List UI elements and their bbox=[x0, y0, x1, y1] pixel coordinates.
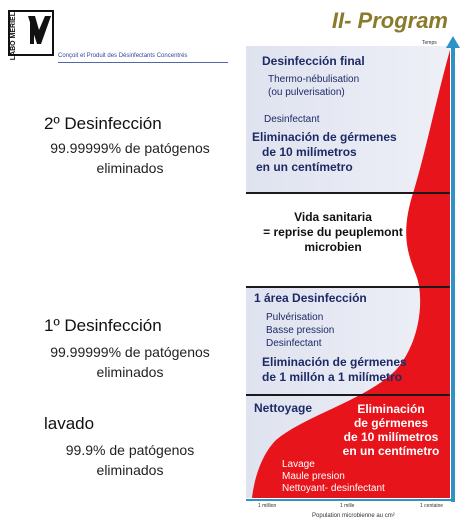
arrow-up-icon bbox=[446, 36, 460, 48]
stage-subtitle-line: eliminados bbox=[96, 462, 164, 478]
panel-text-bold: Vida sanitaria bbox=[294, 210, 372, 224]
panel-text-bold: de 1 millón a 1 milímetro bbox=[262, 370, 403, 384]
stage-subtitle-line: eliminados bbox=[96, 160, 164, 176]
panel-text: Desinfectant bbox=[266, 338, 322, 349]
band-divider bbox=[246, 394, 450, 396]
stage-subtitle-line: 99.99999% de patógenos bbox=[50, 140, 210, 156]
panel-text-white: en un centímetro bbox=[342, 444, 440, 458]
panel-washing-steps bbox=[282, 459, 385, 495]
x-axis bbox=[246, 499, 454, 501]
panel-text: (ou pulverisation) bbox=[268, 87, 345, 98]
logo-text: LABO MERIEL bbox=[10, 12, 17, 61]
band-divider bbox=[246, 192, 450, 194]
time-axis bbox=[451, 46, 455, 502]
stage-heading-second-disinfection: 2º Desinfección bbox=[44, 114, 162, 133]
logo-mark-icon bbox=[26, 14, 52, 48]
stage-subtitle-first-disinfection bbox=[30, 342, 230, 382]
stage-heading-washing: lavado bbox=[44, 414, 95, 433]
panel-text-bold: = reprise du peuplemont bbox=[263, 225, 403, 239]
stage-subtitle-line: 99.99999% de patógenos bbox=[50, 344, 210, 360]
stage-subtitle-line: 99.9% de patógenos bbox=[65, 442, 195, 458]
x-tick-label: 1 million bbox=[258, 503, 277, 509]
stage-subtitle-washing bbox=[30, 440, 230, 480]
panel-text-white: Eliminación bbox=[357, 402, 425, 416]
panel-sanitary-life bbox=[248, 210, 418, 255]
panel-text: Lavage bbox=[282, 459, 315, 470]
panel-text: Pulvérisation bbox=[266, 312, 324, 323]
panel-washing-result bbox=[336, 402, 446, 458]
panel-text-bold: Eliminación de gérmenes bbox=[252, 130, 397, 144]
x-tick-label: 1 centaine bbox=[420, 503, 444, 509]
page-title: II- Program bbox=[331, 8, 448, 33]
stage-heading-first-disinfection: 1º Desinfección bbox=[44, 316, 162, 335]
panel-text-bold: microbien bbox=[304, 240, 362, 254]
panel-text-white: de 10 milímetros bbox=[343, 430, 439, 444]
panel-title-final-disinfection: Desinfección final bbox=[262, 54, 365, 68]
panel-text-bold: en un centímetro bbox=[256, 160, 353, 174]
stage-subtitle-line: eliminados bbox=[96, 364, 164, 380]
x-axis-label: Population microbienne au cm² bbox=[312, 513, 395, 519]
panel-text-bold: Eliminación de gérmenes bbox=[262, 355, 407, 369]
x-tick-label: 1 mille bbox=[340, 503, 355, 509]
panel-text-bold: de 10 milímetros bbox=[262, 145, 357, 159]
band-divider bbox=[246, 286, 450, 288]
time-axis-label: Temps bbox=[422, 40, 437, 46]
panel-text: Maule presion bbox=[282, 471, 345, 482]
tagline-divider bbox=[58, 62, 228, 63]
panel-title-first-disinfection: 1 área Desinfección bbox=[254, 291, 367, 305]
tagline: Conçoit et Produit des Désinfectants Concentrés bbox=[58, 53, 188, 59]
panel-text: Desinfectant bbox=[264, 114, 320, 125]
panel-text-white: de gérmenes bbox=[353, 416, 429, 430]
panel-text: Nettoyant- desinfectant bbox=[282, 483, 385, 494]
panel-text: Thermo-nébulisation bbox=[268, 74, 360, 85]
panel-text: Basse pression bbox=[266, 325, 335, 336]
stage-subtitle-second-disinfection bbox=[30, 138, 230, 178]
panel-title-washing: Nettoyage bbox=[254, 401, 313, 415]
